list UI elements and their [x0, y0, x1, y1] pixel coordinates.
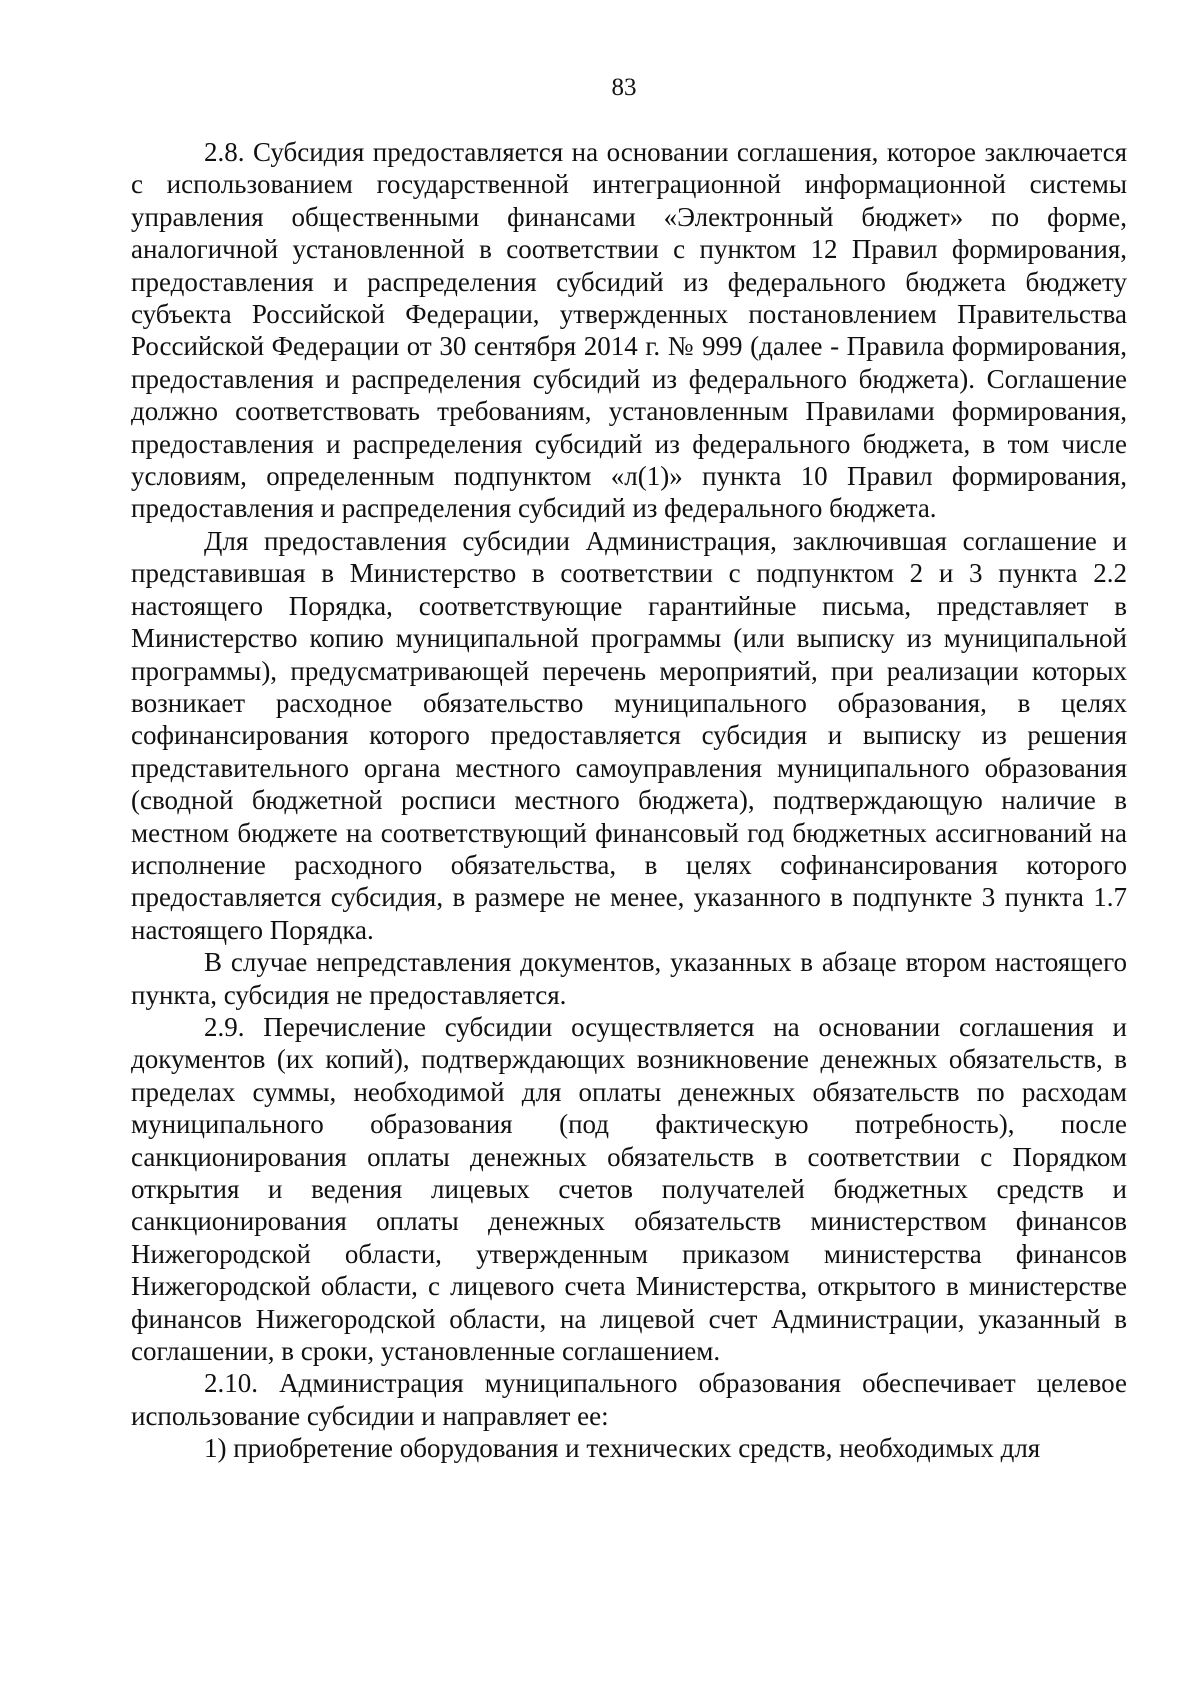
- paragraph-2-10: 2.10. Администрация муниципального образования обеспечивает целевое использование субсидии и направляет ее:: [131, 1368, 1127, 1431]
- paragraph-non-submission: В случае непредставления документов, указанных в абзаце втором настоящего пункта, субсидия не предоставляется.: [131, 947, 1127, 1010]
- paragraph-2-8: 2.8. Субсидия предоставляется на основании соглашения, которое заключается с использованием государственной интеграционной информационной системы управления общественными финансами «Электронный бюджет» по форме, аналогичной установленной в соответствии с пунктом 12 Правил формирования, предоставления и распределения субсидий из федерального бюджета бюджету субъекта Российской Федерации, утвержденных постановлением Правительства Российской Федерации от 30 сентября 2014 г. № 999 (далее - Правила формирования, предоставления и распределения субсидий из федерального бюджета). Соглашение должно соответствовать требованиям, установленным Правилами формирования, предоставления и распределения субсидий из федерального бюджета, в том числе условиям, определенным подпунктом «л(1)» пункта 10 Правил формирования, предоставления и распределения субсидий из федерального бюджета.: [131, 137, 1127, 524]
- paragraph-subsidy-documents: Для предоставления субсидии Администрация, заключившая соглашение и представившая в Министерство в соответствии с подпунктом 2 и 3 пункта 2.2 настоящего Порядка, соответствующие гарантийные письма, представляет в Министерство копию муниципальной программы (или выписку из муниципальной программы), предусматривающей перечень мероприятий, при реализации которых возникает расходное обязательство муниципального образования, в целях софинансирования которого предоставляется субсидия и выписку из решения представительного органа местного самоуправления муниципального образования (сводной бюджетной росписи местного бюджета), подтверждающую наличие в местном бюджете на соответствующий финансовый год бюджетных ассигнований на исполнение расходного обязательства, в целях софинансирования которого предоставляется субсидия, в размере не менее, указанного в подпункте 3 пункта 1.7 настоящего Порядка.: [131, 525, 1127, 945]
- document-body: [131, 136, 1127, 1465]
- page-number: 83: [611, 74, 637, 101]
- paragraph-2-9: 2.9. Перечисление субсидии осуществляется на основании соглашения и документов (их копий), подтверждающих возникновение денежных обязательств, в пределах суммы, необходимой для оплаты денежных обязательств по расходам муниципального образования (под фактическую потребность), после санкционирования оплаты денежных обязательств в соответствии с Порядком открытия и ведения лицевых счетов получателей бюджетных средств и санкционирования оплаты денежных обязательств министерством финансов Нижегородской области, утвержденным приказом министерства финансов Нижегородской области, с лицевого счета Министерства, открытого в министерстве финансов Нижегородской области, на лицевой счет Администрации, указанный в соглашении, в сроки, установленные соглашением.: [131, 1011, 1127, 1367]
- list-item-1: 1) приобретение оборудования и технических средств, необходимых для: [204, 1433, 1041, 1464]
